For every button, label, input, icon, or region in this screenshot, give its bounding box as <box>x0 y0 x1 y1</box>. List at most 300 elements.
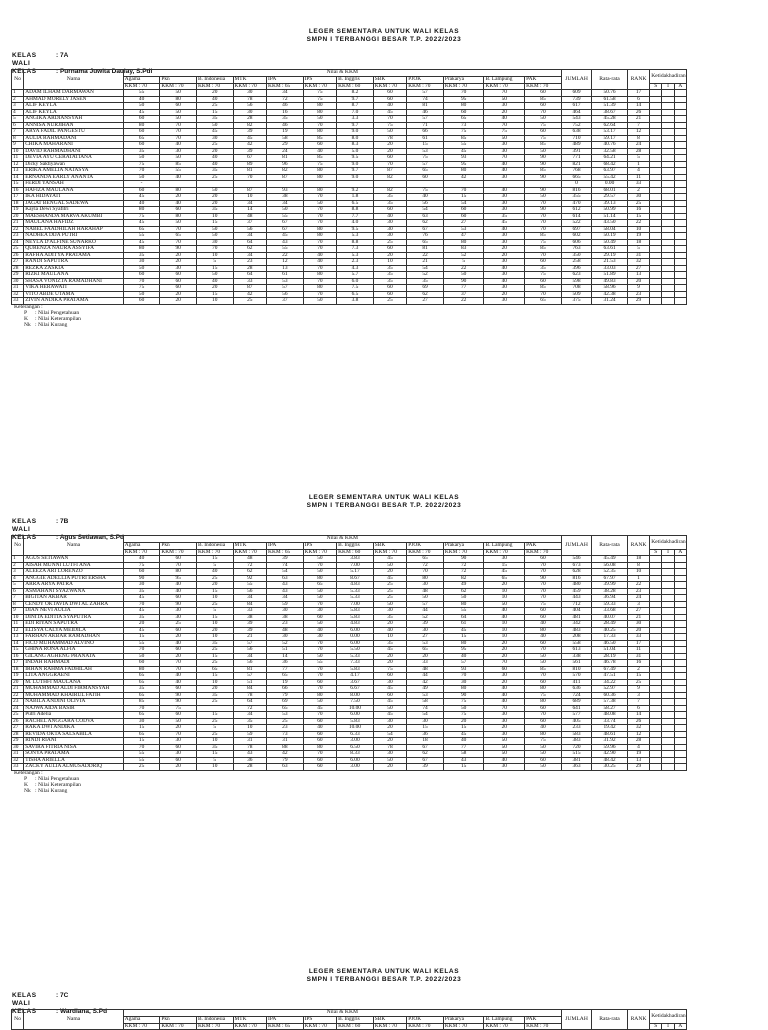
total-cell: 342 <box>561 621 591 628</box>
score-cell: 66 <box>407 129 444 136</box>
score-cell: 35 <box>196 207 233 214</box>
rank-cell: 5 <box>627 155 649 162</box>
score-cell: 60 <box>525 608 562 615</box>
subject-header: B. Inggris <box>337 1017 374 1024</box>
average-cell: 40.25 <box>592 627 628 634</box>
score-cell: 25 <box>196 660 233 667</box>
average-cell: 32.58 <box>592 148 628 155</box>
average-cell: 33.74 <box>592 718 628 725</box>
score-cell: 81 <box>407 103 444 110</box>
score-cell: 57 <box>233 673 267 680</box>
total-cell: 404 <box>561 608 591 615</box>
row-number: 16 <box>12 653 24 660</box>
average-cell: 50.49 <box>592 239 628 246</box>
student-name: REVIDA OKTA SALSABILA <box>24 731 124 738</box>
row-number: 25 <box>12 712 24 719</box>
row-number: 4 <box>12 575 24 582</box>
score-cell: 6.00 <box>337 757 374 764</box>
score-cell: 30 <box>160 608 197 615</box>
score-cell: 70 <box>525 252 562 259</box>
score-cell: 72 <box>407 562 444 569</box>
score-cell: 70 <box>303 220 337 227</box>
score-cell: 19 <box>267 129 304 136</box>
score-cell: 30 <box>267 608 304 615</box>
score-cell: 15 <box>196 653 233 660</box>
score-cell: 73 <box>267 731 304 738</box>
score-cell: 55 <box>267 246 304 253</box>
student-name: ARRA ARYA PATRA <box>24 582 124 589</box>
score-cell: 58 <box>443 751 484 758</box>
score-cell: 75 <box>373 122 407 129</box>
score-cell: 30 <box>484 718 525 725</box>
score-cell: 5 <box>196 259 233 266</box>
score-cell: 20 <box>484 679 525 686</box>
score-cell: 5 <box>196 757 233 764</box>
rank-header: RANK <box>627 70 649 90</box>
score-cell: 9.0 <box>337 161 374 168</box>
score-cell: 85 <box>303 135 337 142</box>
score-cell: 63 <box>267 575 304 582</box>
score-cell: 25 <box>373 595 407 602</box>
rank-cell: 8 <box>627 562 649 569</box>
score-cell: 75 <box>525 122 562 129</box>
score-cell: 76 <box>407 233 444 240</box>
kkm-header: KKM : 70 <box>160 1023 197 1030</box>
score-cell: 79 <box>267 692 304 699</box>
score-cell: 90 <box>525 575 562 582</box>
score-cell: 48 <box>407 588 444 595</box>
score-cell: 50 <box>303 588 337 595</box>
score-cell: 40 <box>443 738 484 745</box>
score-cell: 70 <box>303 562 337 569</box>
rank-cell: 25 <box>627 200 649 207</box>
score-cell: 70 <box>525 109 562 116</box>
score-cell: 50 <box>373 129 407 136</box>
student-name: FARHAN AKBAR RAMADHAN <box>24 634 124 641</box>
score-cell: 80 <box>123 246 160 253</box>
total-cell: 233 <box>561 725 591 732</box>
average-cell: 51.14 <box>592 213 628 220</box>
score-cell: 25 <box>373 582 407 589</box>
score-cell: 30 <box>484 233 525 240</box>
average-cell: 28.49 <box>592 621 628 628</box>
row-number: 10 <box>12 148 24 155</box>
score-cell: 43 <box>267 588 304 595</box>
score-cell: 62 <box>233 246 267 253</box>
score-cell: 63 <box>407 213 444 220</box>
score-cell: 90 <box>160 246 197 253</box>
score-cell: 23 <box>267 621 304 628</box>
score-cell: 70 <box>160 239 197 246</box>
score-cell: 67 <box>267 226 304 233</box>
row-number: 28 <box>12 731 24 738</box>
score-cell: 20 <box>123 621 160 628</box>
score-cell: 7.5 <box>337 285 374 292</box>
score-cell: 90 <box>525 207 562 214</box>
total-cell: 480 <box>561 582 591 589</box>
homeroom-value: : Purnama Juwita Daulay, S.Pdi <box>56 68 153 75</box>
score-cell: 60 <box>123 142 160 149</box>
total-cell: 810 <box>561 666 591 673</box>
legend-title: Keterangan : <box>14 303 43 310</box>
average-cell: 43.50 <box>592 220 628 227</box>
rank-cell: 26 <box>627 109 649 116</box>
score-cell: 62 <box>407 751 444 758</box>
score-cell: 56 <box>233 660 267 667</box>
absence-cell <box>650 298 662 305</box>
kkm-header: KKM : 70 <box>484 83 525 90</box>
rank-cell: 27 <box>627 608 649 615</box>
score-cell: 20 <box>484 653 525 660</box>
kkm-header: KKM : 60 <box>337 549 374 556</box>
score-cell: 2.3 <box>337 259 374 266</box>
score-cell: 4.83 <box>337 621 374 628</box>
score-cell: 62 <box>407 220 444 227</box>
row-number: 22 <box>12 692 24 699</box>
rank-cell: 11 <box>627 647 649 654</box>
score-cell: 15 <box>196 614 233 621</box>
kkm-header: KKM : 70 <box>160 549 197 556</box>
score-cell: 75 <box>443 712 484 719</box>
score-cell: 16 <box>267 109 304 116</box>
score-cell: 70 <box>525 647 562 654</box>
average-cell: 58.04 <box>592 226 628 233</box>
score-cell: 10 <box>373 634 407 641</box>
average-cell: 59.33 <box>592 601 628 608</box>
score-cell: 73 <box>443 122 484 129</box>
score-cell: 25 <box>196 142 233 149</box>
score-cell: 70 <box>525 200 562 207</box>
total-cell: 350 <box>561 252 591 259</box>
score-cell: 83 <box>443 246 484 253</box>
rank-cell: 21 <box>627 116 649 123</box>
score-cell: 50 <box>303 298 337 305</box>
subject-header: Prakarya <box>443 543 484 550</box>
student-name: MUHAMMAD ALDI FIRMANSYAH <box>24 686 124 693</box>
score-cell: 20 <box>196 627 233 634</box>
score-cell: 70 <box>123 278 160 285</box>
grade-ledger-table <box>11 1009 687 1030</box>
row-number: 30 <box>12 744 24 751</box>
score-cell: 9.5 <box>337 226 374 233</box>
student-name: ERIKA AMELIA NATASYA <box>24 168 124 175</box>
score-cell: 50 <box>303 200 337 207</box>
score-cell: 50 <box>196 122 233 129</box>
row-number: 31 <box>12 751 24 758</box>
score-cell: 55 <box>160 168 197 175</box>
score-cell: 69 <box>267 699 304 706</box>
score-cell: 46 <box>267 103 304 110</box>
score-cell: 78 <box>373 135 407 142</box>
score-cell: 30 <box>233 109 267 116</box>
score-cell: 50 <box>407 595 444 602</box>
score-cell: 38 <box>233 614 267 621</box>
score-cell: 35 <box>123 148 160 155</box>
rank-cell: 22 <box>627 220 649 227</box>
score-cell: 40 <box>303 252 337 259</box>
score-cell: 55 <box>303 660 337 667</box>
rank-header: RANK <box>627 1010 649 1030</box>
score-cell: 48 <box>233 556 267 563</box>
score-cell: 20 <box>484 640 525 647</box>
score-cell: 50 <box>484 96 525 103</box>
score-cell: 25 <box>196 575 233 582</box>
score-cell: 50 <box>484 751 525 758</box>
score-cell: 70 <box>525 673 562 680</box>
student-name: AULIA RAHMADANI <box>24 135 124 142</box>
score-cell: 50 <box>196 233 233 240</box>
score-cell: 70 <box>484 122 525 129</box>
rank-cell: 17 <box>627 90 649 97</box>
score-cell: 56 <box>233 226 267 233</box>
student-name: FICO MUHAMMAD ALVINO <box>24 640 124 647</box>
score-cell: 35 <box>373 272 407 279</box>
row-number: 14 <box>12 174 24 181</box>
score-cell: 42 <box>267 751 304 758</box>
average-cell: 39.13 <box>592 200 628 207</box>
score-cell: 23 <box>267 725 304 732</box>
score-cell: 10 <box>196 738 233 745</box>
score-cell: 6.00 <box>337 627 374 634</box>
student-name: BIGITAN AKBAR <box>24 595 124 602</box>
row-number: 32 <box>12 757 24 764</box>
score-cell: 20 <box>160 653 197 660</box>
average-cell: 30.25 <box>592 764 628 771</box>
score-cell: 15 <box>123 725 160 732</box>
total-cell: 375 <box>561 298 591 305</box>
score-cell: 53 <box>267 712 304 719</box>
score-cell: 60 <box>123 116 160 123</box>
total-cell: 363 <box>561 764 591 771</box>
score-cell: 20 <box>196 148 233 155</box>
student-name: ALIF KEYLA <box>24 103 124 110</box>
score-cell: 45 <box>373 647 407 654</box>
total-cell: 606 <box>561 239 591 246</box>
grade-ledger-table <box>11 69 687 305</box>
score-cell: 70 <box>303 122 337 129</box>
score-cell: 15 <box>443 764 484 771</box>
rank-cell: 12 <box>627 129 649 136</box>
score-cell: 50 <box>160 116 197 123</box>
score-cell: 50 <box>123 291 160 298</box>
score-cell: 20 <box>373 764 407 771</box>
score-cell: 53 <box>407 692 444 699</box>
score-cell: 5.7 <box>337 272 374 279</box>
score-cell: 8.8 <box>337 239 374 246</box>
rank-cell: 19 <box>627 233 649 240</box>
score-cell: 60 <box>160 103 197 110</box>
average-cell: 50.76 <box>592 90 628 97</box>
score-cell: 40 <box>484 187 525 194</box>
kkm-header: KKM : 70 <box>303 83 337 90</box>
score-cell: 70 <box>160 731 197 738</box>
score-cell: 30 <box>123 259 160 266</box>
rank-cell: 9 <box>627 285 649 292</box>
score-cell: 27 <box>407 634 444 641</box>
absence-type-header: S <box>650 549 662 556</box>
rank-cell: 23 <box>627 291 649 298</box>
score-cell: 80 <box>303 744 337 751</box>
rank-cell: 27 <box>627 265 649 272</box>
score-cell: 22 <box>267 252 304 259</box>
score-cell: 30 <box>160 738 197 745</box>
score-cell: 34 <box>267 200 304 207</box>
score-cell: 50 <box>303 699 337 706</box>
average-cell: 48.08 <box>592 712 628 719</box>
score-cell: 30 <box>160 265 197 272</box>
average-cell: 34.22 <box>592 679 628 686</box>
score-cell: 60 <box>160 272 197 279</box>
score-cell: 5.17 <box>337 569 374 576</box>
rank-cell: 18 <box>627 556 649 563</box>
score-cell: 50 <box>160 220 197 227</box>
score-cell: 56 <box>267 291 304 298</box>
score-cell: 9.2 <box>337 187 374 194</box>
total-cell: 338 <box>561 653 591 660</box>
score-cell: 7.7 <box>337 213 374 220</box>
absence-cell <box>662 764 674 771</box>
score-cell: 40 <box>196 569 233 576</box>
average-cell: 50.99 <box>592 207 628 214</box>
score-cell: 72 <box>443 562 484 569</box>
class-value: : 7B <box>56 518 69 525</box>
average-cell: 42.90 <box>592 751 628 758</box>
score-cell: 50 <box>160 90 197 97</box>
score-cell: 50 <box>443 595 484 602</box>
score-cell: 5 <box>443 259 484 266</box>
score-cell: 79 <box>267 757 304 764</box>
score-cell: 90 <box>443 692 484 699</box>
score-cell: 35 <box>196 744 233 751</box>
subject-header: Prakarya <box>443 77 484 84</box>
score-cell: 70 <box>303 712 337 719</box>
score-cell: 65 <box>123 673 160 680</box>
score-cell: 72 <box>443 569 484 576</box>
score-cell: 80 <box>525 731 562 738</box>
rank-cell: 2 <box>627 187 649 194</box>
score-cell: 10 <box>196 679 233 686</box>
score-cell: 60 <box>373 90 407 97</box>
row-number: 12 <box>12 161 24 168</box>
score-cell: 60 <box>160 712 197 719</box>
score-cell: 45 <box>484 220 525 227</box>
score-cell: 20 <box>373 142 407 149</box>
score-cell: 80 <box>303 233 337 240</box>
average-cell: 58.27 <box>592 705 628 712</box>
score-cell: 40 <box>484 265 525 272</box>
total-header: JUMLAH <box>561 536 591 556</box>
score-cell: 84 <box>233 686 267 693</box>
score-cell: 20 <box>160 725 197 732</box>
score-cell: 50 <box>123 174 160 181</box>
score-cell: 60 <box>525 679 562 686</box>
score-cell: 80 <box>303 187 337 194</box>
score-cell: 50 <box>373 757 407 764</box>
score-cell: 3.8 <box>337 298 374 305</box>
student-name: SONYA PRATAMA <box>24 751 124 758</box>
score-cell: 65 <box>196 666 233 673</box>
rank-cell: 7 <box>627 699 649 706</box>
score-cell: 50 <box>484 744 525 751</box>
score-cell: 30 <box>484 207 525 214</box>
score-cell: 6.5 <box>337 200 374 207</box>
score-cell: 60 <box>525 556 562 563</box>
score-cell: 70 <box>525 562 562 569</box>
total-cell: 391 <box>561 148 591 155</box>
score-cell: 35 <box>373 200 407 207</box>
score-cell: 80 <box>123 666 160 673</box>
total-cell: 396 <box>561 265 591 272</box>
score-cell: 30 <box>484 731 525 738</box>
score-cell: 30 <box>484 298 525 305</box>
school-name: SMPN I TERBANGGI BESAR T.P. 2022/2023 <box>306 36 462 43</box>
score-cell: 60 <box>525 103 562 110</box>
score-cell: 35 <box>196 692 233 699</box>
score-cell: 45 <box>303 705 337 712</box>
score-cell: 50 <box>303 556 337 563</box>
score-cell: 87 <box>373 168 407 175</box>
score-cell: 34 <box>233 595 267 602</box>
score-cell: 75 <box>525 239 562 246</box>
student-name: RAFHA ADITYA PRATAMA <box>24 252 124 259</box>
score-cell: 72 <box>233 562 267 569</box>
score-cell: 20 <box>484 725 525 732</box>
total-cell: 509 <box>561 291 591 298</box>
score-cell: 78 <box>233 744 267 751</box>
rank-cell: 1 <box>627 575 649 582</box>
average-cell: 51.89 <box>592 272 628 279</box>
score-cell: 20 <box>373 653 407 660</box>
score-cell: 64 <box>233 272 267 279</box>
student-name: ALIF KEYLA <box>24 109 124 116</box>
score-cell: 61 <box>443 621 484 628</box>
school-name: SMPN I TERBANGGI BESAR T.P. 2022/2023 <box>306 976 462 983</box>
score-cell: 40 <box>160 640 197 647</box>
score-cell: 10 <box>196 634 233 641</box>
score-cell: 35 <box>123 252 160 259</box>
score-cell: 60 <box>123 187 160 194</box>
total-cell: 546 <box>561 556 591 563</box>
score-cell: 80 <box>443 601 484 608</box>
score-cell: 14 <box>233 207 267 214</box>
average-cell: 47.51 <box>592 673 628 680</box>
average-cell: 33.68 <box>592 608 628 615</box>
legend <box>14 770 81 795</box>
score-cell: 75 <box>484 129 525 136</box>
kkm-header: KKM : 70 <box>484 549 525 556</box>
legend-code: P <box>24 775 28 782</box>
rank-cell: 28 <box>627 148 649 155</box>
score-cell: 8.7 <box>337 103 374 110</box>
rank-cell: 22 <box>627 582 649 589</box>
score-cell: 25 <box>196 647 233 654</box>
class-label: KELAS <box>12 52 37 59</box>
score-cell: 57 <box>407 116 444 123</box>
score-cell: 20 <box>373 252 407 259</box>
class-value: : 7A <box>56 52 69 59</box>
score-cell: 9.7 <box>337 96 374 103</box>
score-cell: 25 <box>123 764 160 771</box>
score-cell: 54 <box>373 731 407 738</box>
rank-cell: 28 <box>627 738 649 745</box>
score-cell: 29 <box>267 142 304 149</box>
total-cell: 638 <box>561 129 591 136</box>
score-cell: 30 <box>196 239 233 246</box>
score-cell: 80 <box>123 122 160 129</box>
kkm-header: KKM : 70 <box>484 1023 525 1030</box>
score-cell: 20 <box>160 291 197 298</box>
total-cell: 771 <box>561 155 591 162</box>
